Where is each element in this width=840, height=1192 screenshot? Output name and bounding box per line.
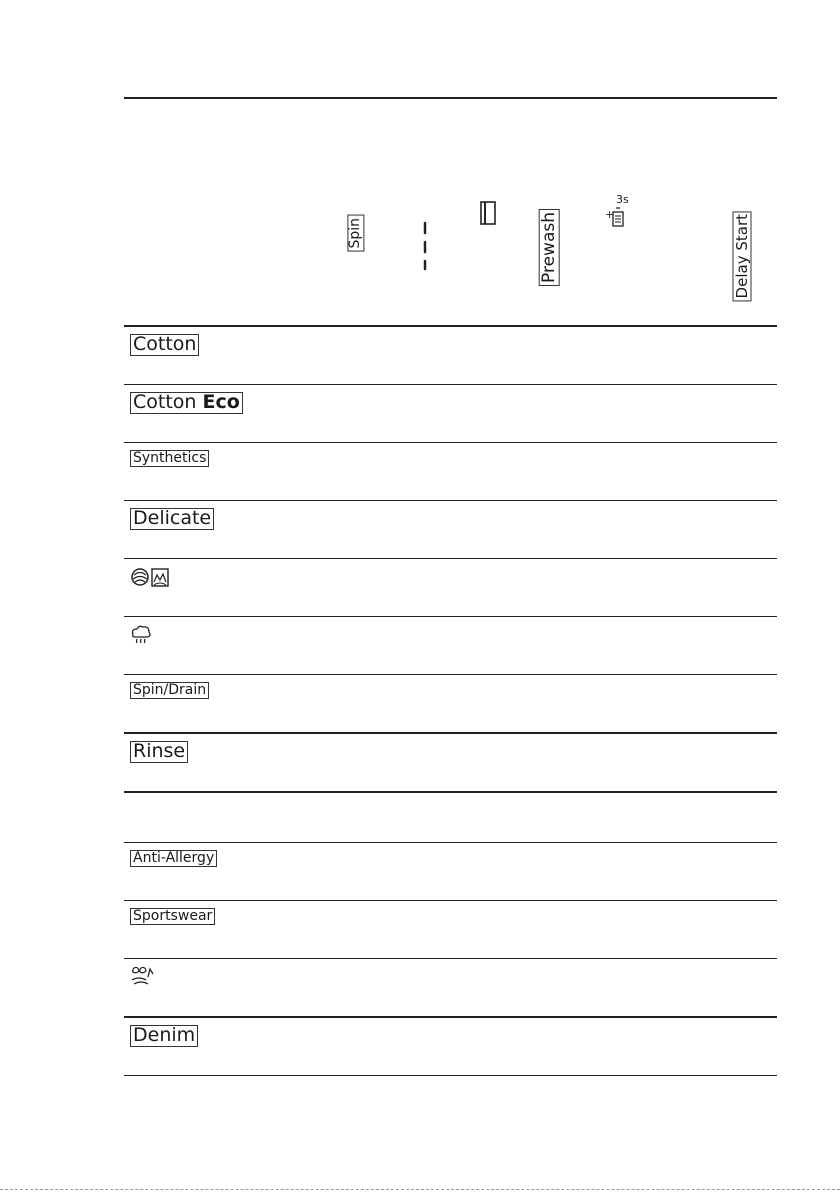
bracket-box-icon	[478, 200, 498, 226]
programme-anti-allergy: Anti-Allergy	[130, 850, 217, 867]
table-row	[124, 734, 777, 793]
table-row	[124, 843, 777, 901]
steam-icon	[130, 625, 152, 645]
programme-delicate: Delicate	[130, 508, 214, 530]
wool-handwash-icon	[130, 566, 172, 588]
timer-suffix-label: 3s	[616, 193, 629, 206]
programme-cotton: Cotton	[130, 334, 199, 356]
programme-rinse: Rinse	[130, 741, 188, 763]
programme-sportswear: Sportswear	[130, 908, 215, 925]
programme-spin-drain: Spin/Drain	[130, 682, 209, 699]
table-row	[124, 385, 777, 443]
dash-lines-icon	[421, 221, 429, 271]
table-row	[124, 617, 777, 675]
programme-cotton-eco	[130, 392, 243, 414]
delay-start-header: Delay Start	[733, 211, 752, 301]
svg-text:+: +	[605, 208, 615, 221]
table-row	[124, 901, 777, 959]
table-header-row	[124, 99, 777, 327]
spin-header: Spin	[347, 215, 364, 252]
page-cut-line	[0, 1189, 840, 1190]
cotton-eco-prefix: Cotton	[133, 391, 197, 413]
table-row	[124, 443, 777, 501]
table-row	[124, 501, 777, 559]
prewash-header: Prewash	[539, 209, 560, 286]
programme-denim: Denim	[130, 1025, 198, 1047]
table-row	[124, 559, 777, 617]
table-row	[124, 959, 777, 1018]
table-row	[124, 327, 777, 385]
outdoor-refresh-icon	[130, 965, 156, 987]
table-row-empty	[124, 793, 777, 843]
cotton-eco-bold: Eco	[202, 391, 240, 413]
table-row	[124, 1018, 777, 1076]
programme-options-table	[124, 97, 777, 1076]
programme-synthetics: Synthetics	[130, 450, 209, 467]
table-row	[124, 675, 777, 734]
